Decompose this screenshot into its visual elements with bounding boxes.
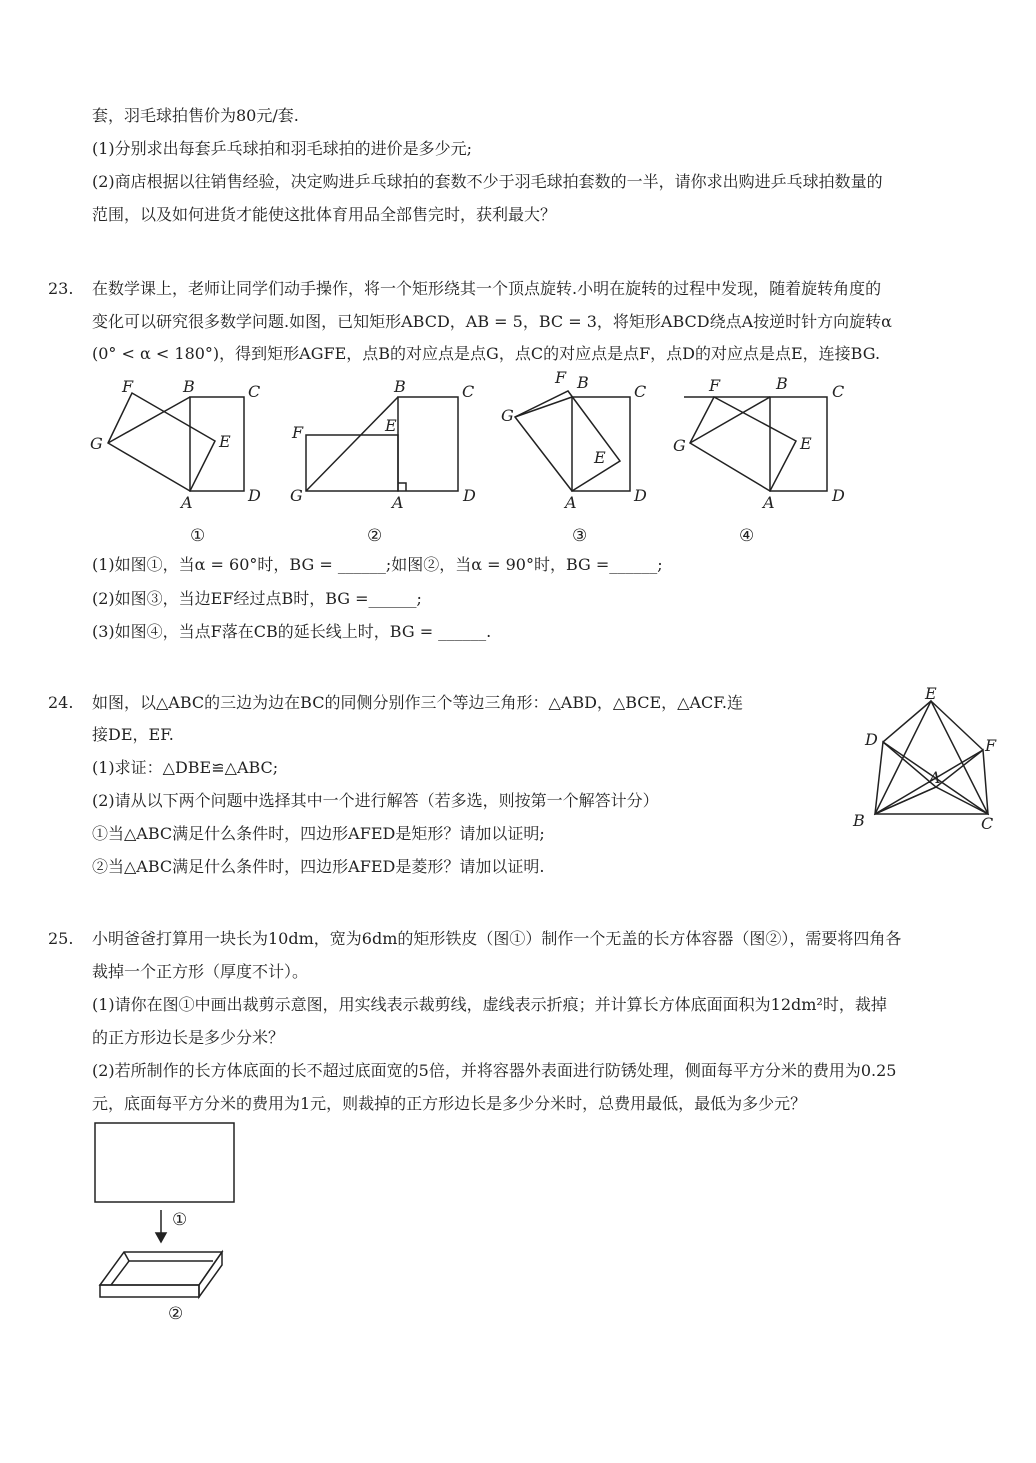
q23-number: 23. xyxy=(48,279,74,298)
q23-figure-1 xyxy=(90,377,261,546)
fig3-label-F: F xyxy=(555,368,567,387)
fig24-label-A: A xyxy=(929,768,941,787)
fig2-label-D: D xyxy=(463,486,476,505)
fig4-label-E: E xyxy=(800,434,812,453)
q24-number: 24. xyxy=(48,693,74,712)
q25-line1: 小明爸爸打算用一块长为10dm，宽为6dm的矩形铁皮（图①）制作一个无盖的长方体容器（图②），需要将四角各 xyxy=(92,929,902,948)
q22-part2a: (2)商店根据以往销售经验，决定购进乒乓球拍的套数不少于羽毛球拍套数的一半，请你求出购进乒乓球拍数量的 xyxy=(92,172,883,191)
q24-opt2: ②当△ABC满足什么条件时，四边形AFED是菱形？请加以证明. xyxy=(92,857,545,876)
fig2-label-A: A xyxy=(392,493,404,512)
fig1-label-G: G xyxy=(90,434,103,453)
fig1-caption: ① xyxy=(190,526,206,546)
q25-part1b: 的正方形边长是多少分米？ xyxy=(92,1028,285,1047)
fig4-label-C: C xyxy=(832,382,845,401)
fig3-label-B: B xyxy=(577,373,589,392)
fig1-label-C: C xyxy=(248,382,261,401)
fig3-caption: ③ xyxy=(572,526,588,546)
fig3-label-A: A xyxy=(565,493,577,512)
fig3-label-G: G xyxy=(501,406,514,425)
q24-part1: (1)求证：△DBE≌△ABC; xyxy=(92,758,279,777)
fig24-label-E: E xyxy=(925,685,937,703)
q24-figure xyxy=(845,685,1015,835)
fig1-label-E: E xyxy=(219,432,231,451)
q23-line1: 在数学课上，老师让同学们动手操作，将一个矩形绕其一个顶点旋转.小明在旋转的过程中发现，随着旋转角度的 xyxy=(92,279,882,298)
q22-part1: (1)分别求出每套乒乓球拍和羽毛球拍的进价是多少元; xyxy=(92,139,473,158)
q22-line1: 套，羽毛球拍售价为80元/套. xyxy=(92,106,299,125)
q23-figure-2 xyxy=(290,377,476,546)
fig2-label-C: C xyxy=(462,382,475,401)
fig3-label-E: E xyxy=(594,448,606,467)
q22-part2b: 范围，以及如何进货才能使这批体育用品全部售完时，获利最大？ xyxy=(92,205,557,224)
q23-figure-3 xyxy=(501,368,647,546)
q23-sub2: (2)如图③，当边EF经过点B时，BG =______; xyxy=(92,589,422,608)
fig1-label-F: F xyxy=(122,377,134,396)
fig4-label-G: G xyxy=(673,436,686,455)
fig24-label-D: D xyxy=(865,730,878,749)
fig2-label-F: F xyxy=(292,423,304,442)
q25-part2b: 元，底面每平方分米的费用为1元，则裁掉的正方形边长是多少分米时，总费用最低，最低为多少元？ xyxy=(92,1094,807,1113)
q25-line2: 裁掉一个正方形（厚度不计）。 xyxy=(92,962,309,981)
q23-figures xyxy=(0,365,1036,550)
fig3-label-C: C xyxy=(634,382,647,401)
fig4-label-B: B xyxy=(776,374,788,393)
q24-part2: (2)请从以下两个问题中选择其中一个进行解答（若多选，则按第一个解答计分） xyxy=(92,791,659,810)
fig1-label-A: A xyxy=(181,493,193,512)
q24-line2: 接DE，EF. xyxy=(92,725,174,744)
q23-sub3: (3)如图④，当点F落在CB的延长线上时，BG = ______. xyxy=(92,622,492,641)
q25-sheet-rect xyxy=(95,1123,234,1202)
fig24-label-C: C xyxy=(981,814,994,833)
q25-part1a: (1)请你在图①中画出裁剪示意图，用实线表示裁剪线，虚线表示折痕；并计算长方体底面面积为12dm²时，裁掉 xyxy=(92,995,887,1014)
q23-figure-4 xyxy=(673,374,845,546)
q23-line2: 变化可以研究很多数学问题.如图，已知矩形ABCD，AB = 5，BC = 3，将矩形ABCD绕点A按逆时针方向旋转α xyxy=(92,312,892,331)
fig24-label-B: B xyxy=(853,811,865,830)
fig2-label-G: G xyxy=(290,486,303,505)
fig4-label-D: D xyxy=(832,486,845,505)
q25-caption-2: ② xyxy=(168,1304,184,1324)
q25-figure xyxy=(80,1115,260,1330)
q24-line1: 如图，以△ABC的三边为边在BC的同侧分别作三个等边三角形：△ABD，△BCE，△ACF.连 xyxy=(92,693,743,712)
q25-number: 25. xyxy=(48,929,74,948)
q24-opt1: ①当△ABC满足什么条件时，四边形AFED是矩形？请加以证明; xyxy=(92,824,545,843)
q23-sub1: (1)如图①，当α = 60°时，BG = ______;如图②，当α = 90°时，BG =______; xyxy=(92,555,663,574)
q25-caption-1: ① xyxy=(172,1210,188,1230)
q25-part2a: (2)若所制作的长方体底面的长不超过底面宽的5倍，并将容器外表面进行防锈处理，侧面每平方分米的费用为0.25 xyxy=(92,1061,897,1080)
fig1-label-D: D xyxy=(248,486,261,505)
fig24-label-F: F xyxy=(985,736,997,755)
q23-line3: (0° < α < 180°)，得到矩形AGFE，点B的对应点是点G，点C的对应点是点F，点D的对应点是点E，连接BG. xyxy=(92,344,881,363)
fig3-label-D: D xyxy=(634,486,647,505)
fig2-label-E: E xyxy=(385,416,397,435)
fig2-caption: ② xyxy=(367,526,383,546)
fig1-label-B: B xyxy=(183,377,195,396)
fig4-label-A: A xyxy=(763,493,775,512)
fig4-caption: ④ xyxy=(739,526,755,546)
fig2-label-B: B xyxy=(394,377,406,396)
fig4-label-F: F xyxy=(709,376,721,395)
